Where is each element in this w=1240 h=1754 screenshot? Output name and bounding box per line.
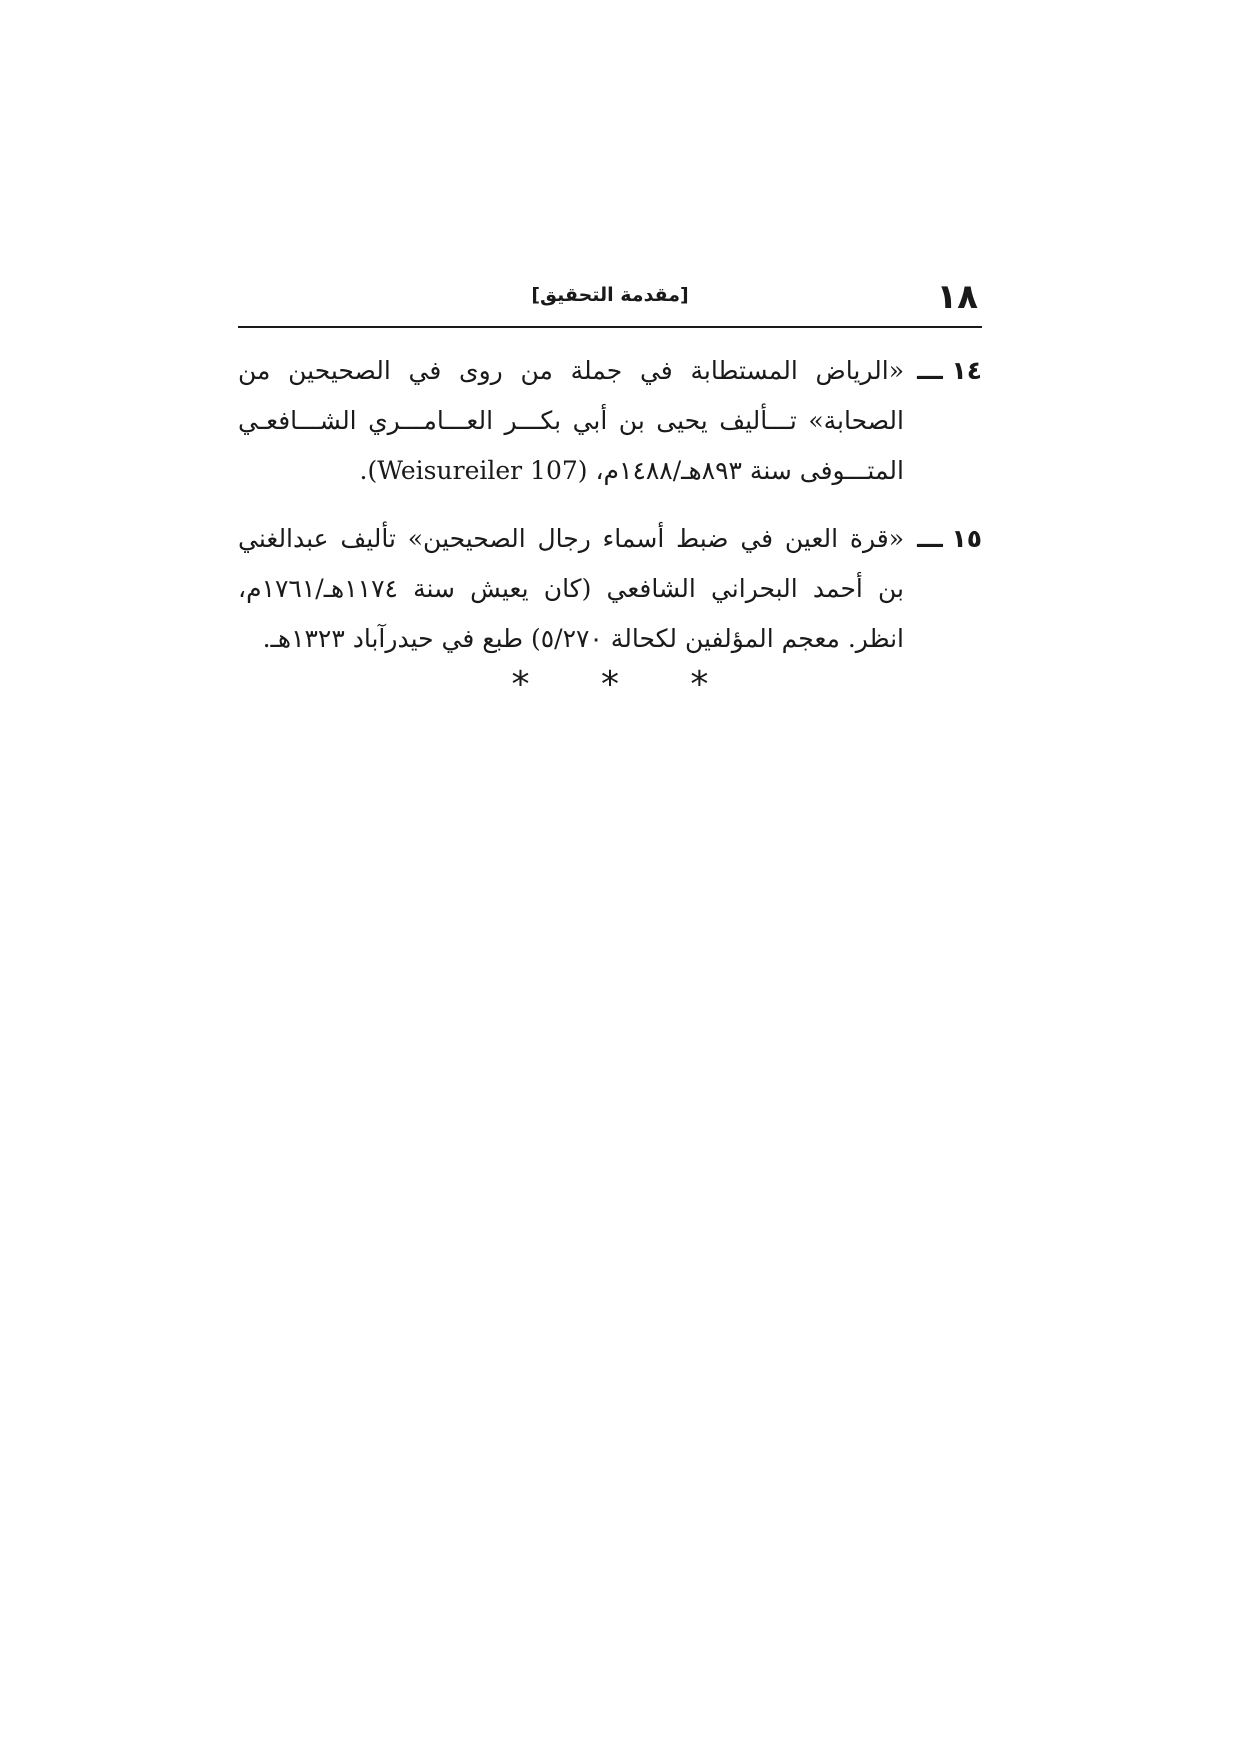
list-item <box>238 514 982 664</box>
entry-text: «قرة العين في ضبط أسماء رجال الصحيحين» تأليف عبدالغني بن أحمد البحراني الشافعي (كان يعيش سنة ١١٧٤هـ/١٧٦١م، انظر. معجم المؤلفين لكحالة ٥/٢٧٠) طبع في حيدرآباد ١٣٢٣هـ. <box>238 524 904 653</box>
header-rule <box>238 326 982 328</box>
entry-list <box>238 346 982 682</box>
section-separator: * * * <box>511 664 739 705</box>
page-header <box>238 272 982 324</box>
entry-number: ١٤ ـــ <box>917 356 982 385</box>
entry-number: ١٥ ـــ <box>917 524 982 553</box>
page-number: ١٨ <box>936 277 978 317</box>
list-item <box>238 346 982 496</box>
entry-text: «الرياض المستطابة في جملة من روى في الصحيحين من الصحابة» تـــأليف يحيى بن أبي بكـــر العـــامـــري الشـــافعـي المتـــوفى سنة ٨٩٣هـ/١٤٨٨م، (Weisureiler 107). <box>238 356 904 485</box>
running-title: [مقدمة التحقيق] <box>531 284 689 306</box>
